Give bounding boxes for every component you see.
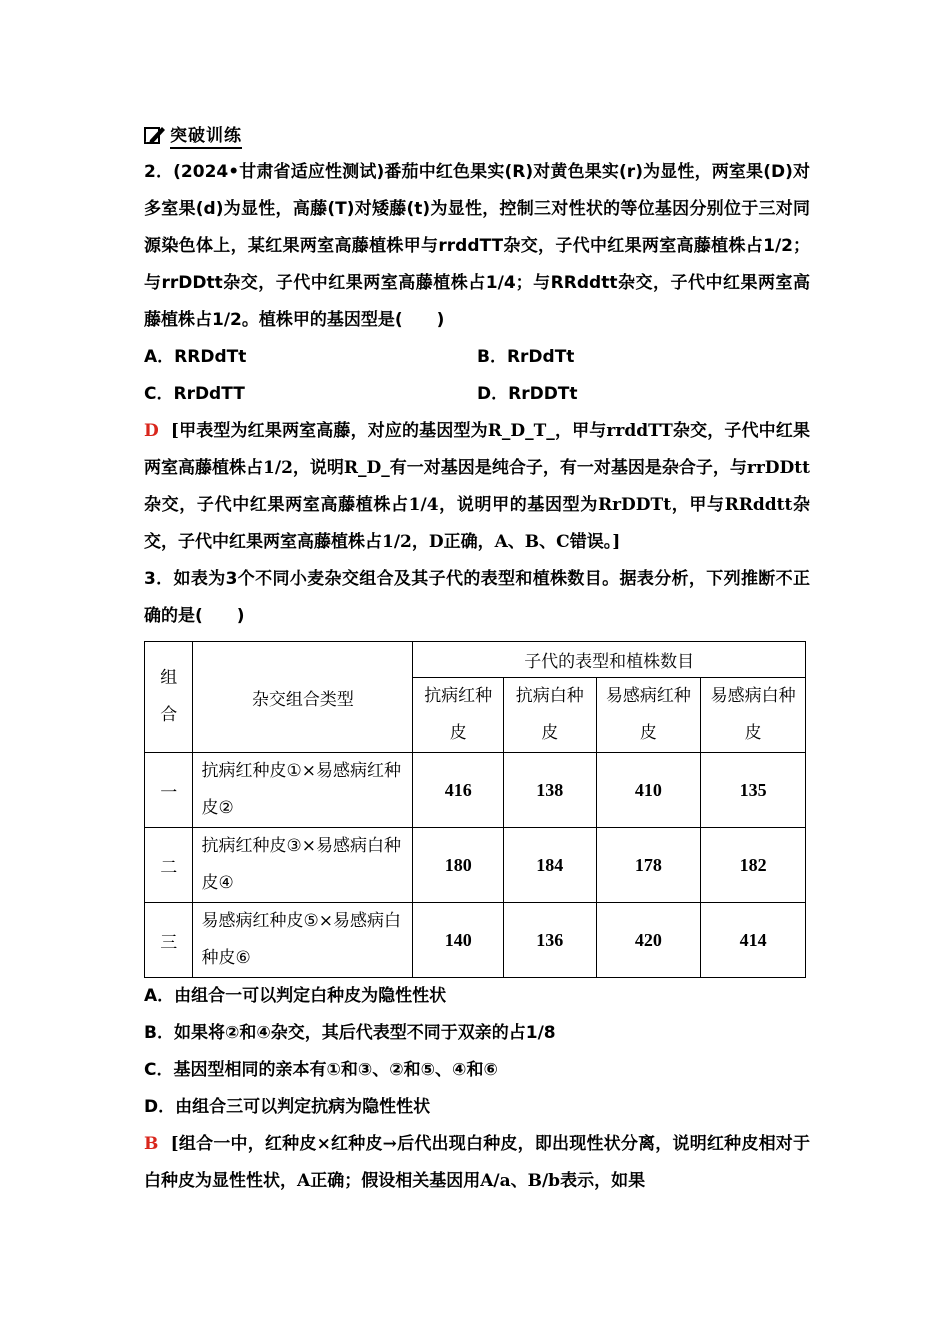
header-group: 组合 [145, 642, 193, 753]
table-row [145, 753, 806, 828]
q3-explanation: [组合一中，红种皮×红种皮→后代出现白种皮，即出现性状分离，说明红种皮相对于白种皮为显性性状，A正确；假设相关基因用A/a、B/b表示，如果 [144, 1134, 810, 1191]
row-group: 一 [145, 753, 193, 828]
q3-option-b: B．如果将②和④杂交，其后代表型不同于双亲的占1/8 [144, 1023, 556, 1043]
table-row [145, 828, 806, 903]
header-col-2: 抗病白种皮 [504, 678, 597, 753]
section-heading [144, 120, 810, 150]
q2-option-a: A．RRDdTt [144, 347, 247, 367]
document-page [144, 120, 810, 1200]
cell-value: 414 [701, 903, 806, 978]
row-cross-type: 抗病红种皮①×易感病红种皮② [193, 753, 413, 828]
q2-option-b: B．RrDdTt [477, 347, 575, 367]
cell-value: 182 [701, 828, 806, 903]
cell-value: 410 [596, 753, 701, 828]
cell-value: 180 [413, 828, 504, 903]
cell-value: 416 [413, 753, 504, 828]
q3-answer [144, 1126, 810, 1200]
q2-explanation: [甲表型为红果两室高藤，对应的基因型为R_D_T_，甲与rrddTT杂交，子代中红果两室高藤植株占1/2，说明R_D_有一对基因是纯合子，有一对基因是杂合子，与rrDDtt杂交，子代中红果两室高藤植株占1/4，说明甲的基因型为RrDDTt，甲与RRddtt杂交，子代中红果两室高藤植株占1/2，D正确，A、B、C错误。] [144, 421, 810, 552]
header-offspring: 子代的表型和植株数目 [413, 642, 806, 678]
row-cross-type: 易感病红种皮⑤×易感病白种皮⑥ [193, 903, 413, 978]
cell-value: 138 [504, 753, 597, 828]
q2-options-row-2 [144, 376, 810, 413]
q3-option-a: A．由组合一可以判定白种皮为隐性性状 [144, 986, 447, 1006]
header-col-4: 易感病白种皮 [701, 678, 806, 753]
q2-answer [144, 413, 810, 561]
q2-stem: 2．(2024•甘肃省适应性测试)番茄中红色果实(R)对黄色果实(r)为显性，两室果(D)对多室果(d)为显性，高藤(T)对矮藤(t)为显性，控制三对性状的等位基因分别位于三对同源染色体上，某红果两室高藤植株甲与rrddTT杂交，子代中红果两室高藤植株占1/2；与rrDDtt杂交，子代中红果两室高藤植株占1/4；与RRddtt杂交，子代中红果两室高藤植株占1/2。植株甲的基因型是( ) [144, 162, 810, 330]
cell-value: 184 [504, 828, 597, 903]
header-col-3: 易感病红种皮 [596, 678, 701, 753]
cell-value: 136 [504, 903, 597, 978]
cell-value: 178 [596, 828, 701, 903]
row-group: 二 [145, 828, 193, 903]
pencil-note-icon [144, 125, 166, 145]
row-group: 三 [145, 903, 193, 978]
q3-option-c: C．基因型相同的亲本有①和③、②和⑤、④和⑥ [144, 1060, 498, 1080]
cell-value: 135 [701, 753, 806, 828]
section-title: 突破训练 [170, 121, 242, 149]
q3-option-d: D．由组合三可以判定抗病为隐性性状 [144, 1097, 431, 1117]
header-col-1: 抗病红种皮 [413, 678, 504, 753]
row-cross-type: 抗病红种皮③×易感病白种皮④ [193, 828, 413, 903]
q2-options-row-1 [144, 339, 810, 376]
q3-answer-letter: B [144, 1134, 159, 1154]
header-cross-type: 杂交组合类型 [193, 642, 413, 753]
q2-answer-letter: D [144, 421, 159, 441]
q2-option-c: C．RrDdTT [144, 384, 245, 404]
cell-value: 420 [596, 903, 701, 978]
cell-value: 140 [413, 903, 504, 978]
cross-results-table [144, 641, 806, 978]
q3-stem: 3．如表为3个不同小麦杂交组合及其子代的表型和植株数目。据表分析，下列推断不正确的是( ) [144, 569, 810, 626]
table-row [145, 903, 806, 978]
q2-option-d: D．RrDDTt [477, 384, 578, 404]
